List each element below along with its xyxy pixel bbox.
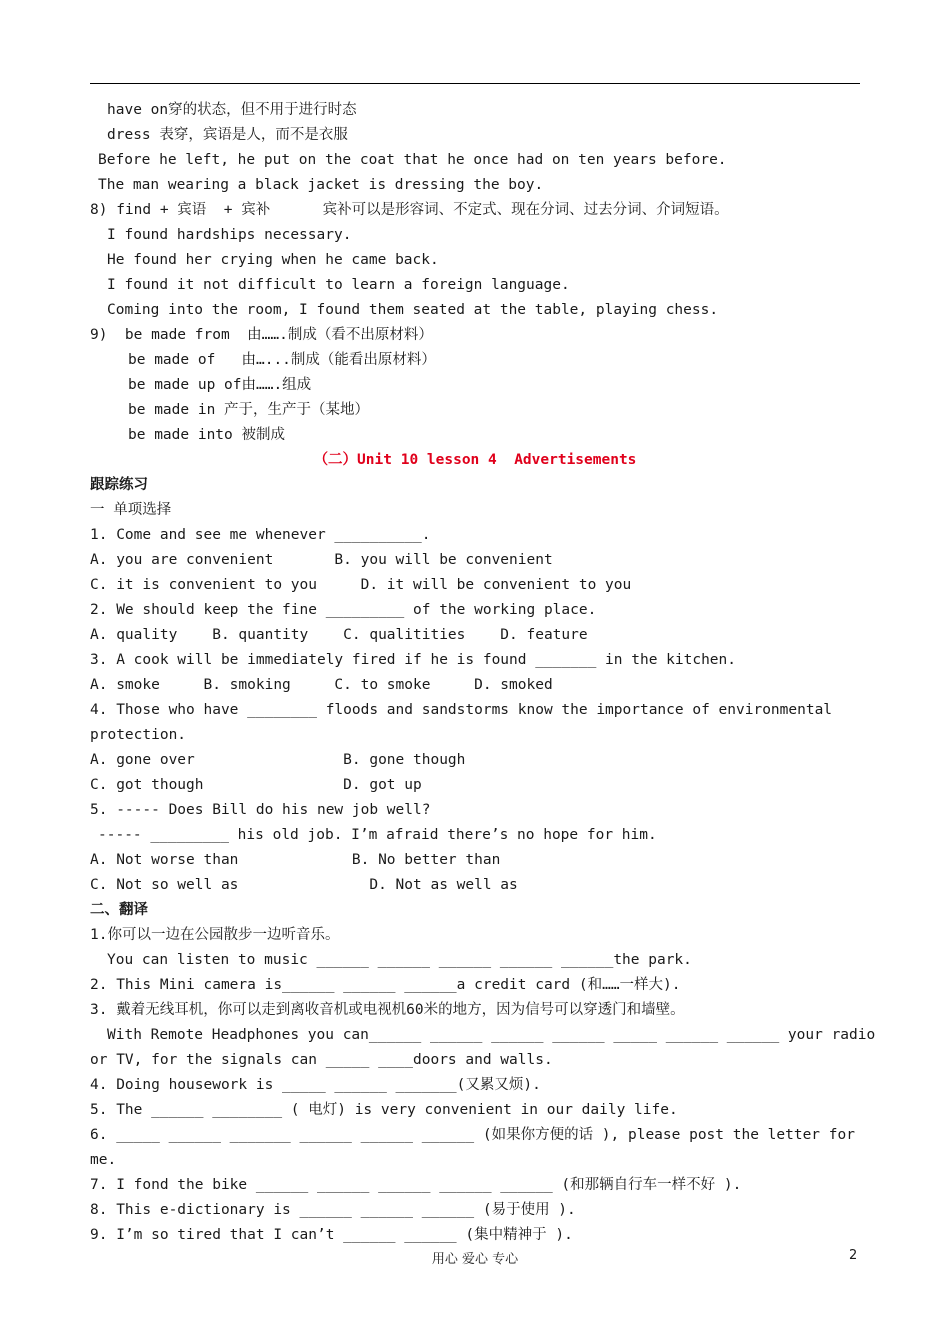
exercise-line: A. quality B. quantity C. qualitities D. feature <box>90 627 588 643</box>
note-made-in: be made in 产于，生产于（某地） <box>128 402 370 418</box>
translation-line: me. <box>90 1152 117 1168</box>
exercise-line: 2. We should keep the fine _________ of the working place. <box>90 602 597 618</box>
part1-heading: 一 单项选择 <box>90 502 172 518</box>
exercise-line: A. you are convenient B. you will be convenient <box>90 552 553 568</box>
translation-line: 6. _____ ______ _______ ______ ______ ______ (如果你方便的话 ), please post the letter for <box>90 1127 855 1143</box>
note-dress: dress 表穿，宾语是人，而不是衣服 <box>107 127 348 143</box>
example-sentence: Coming into the room, I found them seated at the table, playing chess. <box>107 302 719 318</box>
example-sentence: I found it not difficult to learn a foreign language. <box>107 277 570 293</box>
page-content <box>90 98 876 1248</box>
note-made-up-of: be made up of由…….组成 <box>128 377 312 393</box>
exercise-line: C. it is convenient to you D. it will be convenient to you <box>90 577 632 593</box>
example-sentence: I found hardships necessary. <box>107 227 352 243</box>
exercise-line: 3. A cook will be immediately fired if he is found _______ in the kitchen. <box>90 652 737 668</box>
exercise-line: 4. Those who have ________ floods and sandstorms know the importance of environmental <box>90 702 833 718</box>
translation-line: 8. This e-dictionary is ______ ______ ______ (易于使用 ). <box>90 1202 576 1218</box>
translation-line: 2. This Mini camera is______ ______ ______a credit card (和……一样大). <box>90 977 681 993</box>
translation-line: or TV, for the signals can _____ ____doors and walls. <box>90 1052 553 1068</box>
note-have-on: have on穿的状态，但不用于进行时态 <box>107 102 357 118</box>
exercise-line: ----- _________ his old job. I’m afraid there’s no hope for him. <box>98 827 657 843</box>
exercise-line: protection. <box>90 727 187 743</box>
note-made-heading: 9) be made from 由…….制成（看不出原材料） <box>90 327 433 343</box>
translation-line: 7. I fond the bike ______ ______ ______ ______ ______ (和那辆自行车一样不好 ). <box>90 1177 742 1193</box>
page-number: 2 <box>849 1248 858 1263</box>
translation-line: 4. Doing housework is _____ ______ _______(又累又烦). <box>90 1077 541 1093</box>
note-made-of: be made of 由…...制成（能看出原材料） <box>128 352 436 368</box>
exercise-line: A. gone over B. gone though <box>90 752 466 768</box>
example-sentence: The man wearing a black jacket is dressing the boy. <box>98 177 544 193</box>
footer-motto: 用心 爱心 专心 <box>431 1252 519 1267</box>
exercise-line: 1. Come and see me whenever __________. <box>90 527 431 543</box>
exercise-line: 5. ----- Does Bill do his new job well? <box>90 802 431 818</box>
exercise-line: A. smoke B. smoking C. to smoke D. smoked <box>90 677 553 693</box>
translation-line: 5. The ______ ________ ( 电灯) is very convenient in our daily life. <box>90 1102 678 1118</box>
example-sentence: He found her crying when he came back. <box>107 252 439 268</box>
translation-line: 1.你可以一边在公园散步一边听音乐。 <box>90 927 340 943</box>
translation-line: 3. 戴着无线耳机，你可以走到离收音机或电视机60米的地方，因为信号可以穿透门和墙壁。 <box>90 1002 685 1018</box>
translation-line: 9. I’m so tired that I can’t ______ ______ (集中精神于 ). <box>90 1227 573 1243</box>
exercise-line: A. Not worse than B. No better than <box>90 852 501 868</box>
example-sentence: Before he left, he put on the coat that he once had on ten years before. <box>98 152 727 168</box>
exercise-line: C. got though D. got up <box>90 777 422 793</box>
exercise-line: C. Not so well as D. Not as well as <box>90 877 518 893</box>
note-find-heading: 8) find + 宾语 + 宾补 宾补可以是形容词、不定式、现在分词、过去分词、介词短语。 <box>90 202 729 218</box>
translation-line: You can listen to music ______ ______ ______ ______ ______the park. <box>107 952 692 968</box>
section-title: （二）Unit 10 lesson 4 Advertisements <box>313 452 637 468</box>
header-rule <box>90 83 860 84</box>
practice-heading: 跟踪练习 <box>90 477 148 493</box>
part2-heading: 二、翻译 <box>90 902 148 918</box>
note-made-into: be made into 被制成 <box>128 427 285 443</box>
translation-line: With Remote Headphones you can______ ______ ______ ______ _____ ______ ______ your radio <box>107 1027 876 1043</box>
